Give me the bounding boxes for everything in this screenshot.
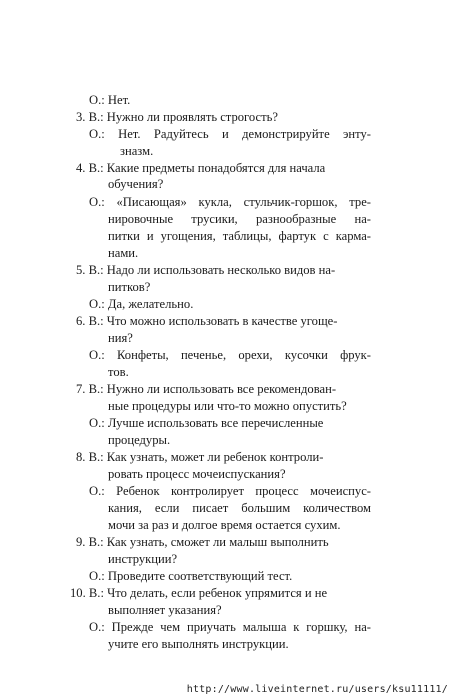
question-line: 9. В.: Как узнать, сможет ли малыш выполнить bbox=[76, 535, 329, 549]
question-line: питков? bbox=[108, 280, 151, 294]
answer-line: О.: Ребенок контролирует процесс мочеиспус- bbox=[89, 484, 371, 498]
question-line: 4. В.: Какие предметы понадобятся для начала bbox=[76, 161, 326, 175]
watermark-url: http://www.liveinternet.ru/users/ksu11111/ bbox=[186, 684, 448, 695]
answer-line: О.: Да, желательно. bbox=[89, 297, 194, 311]
question-line: обучения? bbox=[108, 177, 164, 191]
answer-line: О.: Конфеты, печенье, орехи, кусочки фрук- bbox=[89, 348, 371, 362]
answer-line: О.: «Писающая» кукла, стульчик-горшок, тре- bbox=[89, 195, 371, 209]
question-line: 10. В.: Что делать, если ребенок упрямится и не bbox=[70, 586, 328, 600]
question-line: ния? bbox=[108, 331, 133, 345]
question-line: 3. В.: Нужно ли проявлять строгость? bbox=[76, 110, 278, 124]
question-line: 8. В.: Как узнать, может ли ребенок контроли- bbox=[76, 450, 324, 464]
question-line: ные процедуры или что-то можно опустить? bbox=[108, 399, 347, 413]
text-line: О.: Нет. bbox=[89, 93, 131, 107]
answer-line: мочи за раз и долгое время остается сухим. bbox=[108, 518, 341, 532]
question-line: инструкции? bbox=[108, 552, 178, 566]
answer-line: процедуры. bbox=[108, 433, 171, 447]
answer-line: тов. bbox=[108, 365, 129, 379]
question-line: ровать процесс мочеиспускания? bbox=[108, 467, 286, 481]
answer-line: О.: Прежде чем приучать малыша к горшку, на- bbox=[89, 620, 371, 634]
answer-line: питки и угощения, таблицы, фартук с карма- bbox=[108, 229, 371, 243]
question-line: выполняет указания? bbox=[108, 603, 222, 617]
answer-line: нами. bbox=[108, 246, 139, 260]
question-line: 7. В.: Нужно ли использовать все рекомендован- bbox=[76, 382, 337, 396]
answer-line: учите его выполнять инструкции. bbox=[108, 637, 289, 651]
question-line: 6. В.: Что можно использовать в качестве угоще- bbox=[76, 314, 338, 328]
answer-line: нировочные трусики, разнообразные на- bbox=[108, 212, 371, 226]
answer-line: кания, если писает большим количеством bbox=[108, 501, 371, 515]
answer-line: О.: Проведите соответствующий тест. bbox=[89, 569, 293, 583]
answer-line: зназм. bbox=[120, 144, 154, 158]
question-line: 5. В.: Надо ли использовать несколько видов на- bbox=[76, 263, 336, 277]
answer-line: О.: Нет. Радуйтесь и демонстрируйте энту- bbox=[89, 127, 371, 141]
answer-line: О.: Лучше использовать все перечисленные bbox=[89, 416, 324, 430]
